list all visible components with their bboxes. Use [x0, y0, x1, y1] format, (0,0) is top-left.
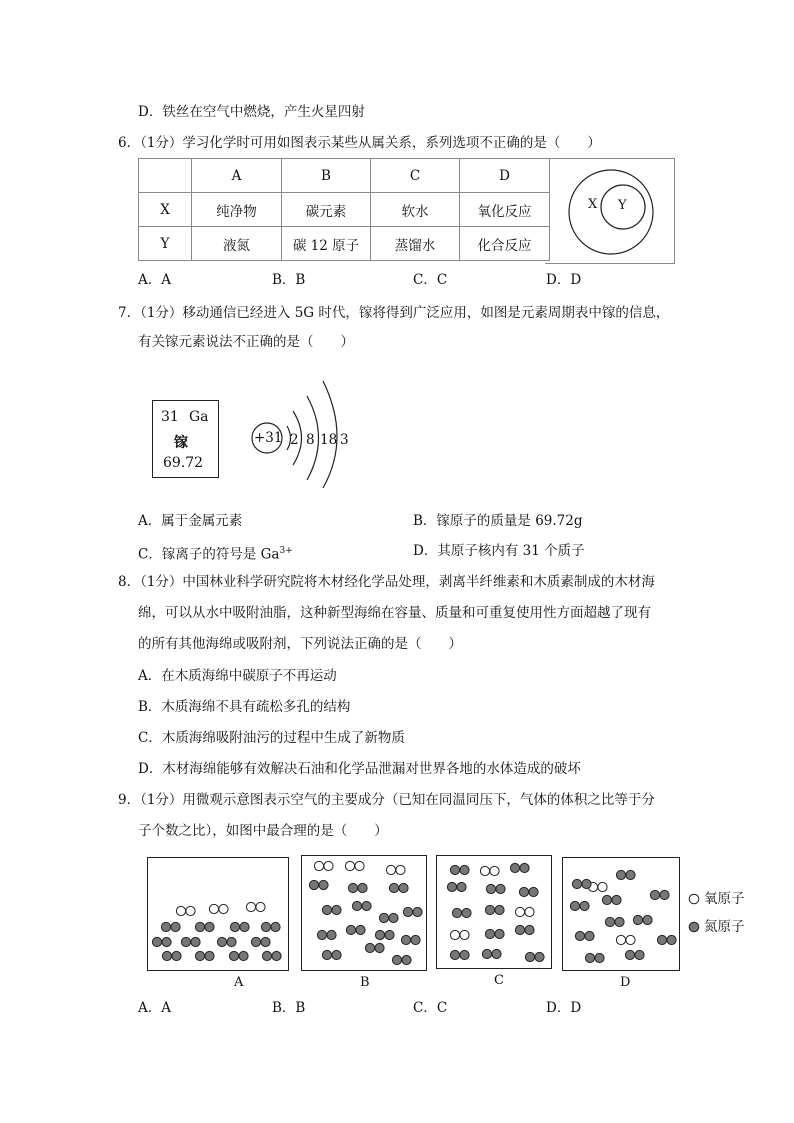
q9-stem-line2: 子个数之比），如图中最合理的是（ ）	[138, 823, 388, 839]
q6-cell: 纯净物	[192, 193, 282, 227]
q8-option-b: B．木质海绵不具有疏松多孔的结构	[138, 699, 351, 715]
q7-option-c-charge: 3+	[279, 546, 293, 556]
q6-stem: 6．（1分）学习化学时可用如图表示某些从属关系，系列选项不正确的是（ ）	[118, 135, 601, 151]
q7-option-c-text: C．镓离子的符号是 Ga	[138, 546, 280, 563]
venn-outer-circle	[569, 170, 653, 254]
venn-label-y: Y	[618, 198, 627, 213]
q6-option-c: C．C	[413, 272, 448, 288]
q6-header-cell	[139, 159, 192, 193]
legend-oxygen-icon	[688, 893, 700, 905]
q7-stem-line2: 有关镓元素说法不正确的是（ ）	[138, 334, 354, 350]
q7-option-c	[138, 542, 293, 564]
q9-option-c: C．C	[413, 1000, 448, 1016]
q8-option-d: D．木材海绵能够有效解决石油和化学品泄漏对世界各地的水体造成的破坏	[138, 761, 581, 777]
q6-option-b: B．B	[272, 272, 306, 288]
q6-cell: 液氮	[192, 227, 282, 261]
q8-stem-line3: 的所有其他海绵或吸附剂，下列说法正确的是（ ）	[138, 636, 462, 652]
q6-cell: 蒸馏水	[371, 227, 460, 261]
q6-venn-diagram	[545, 158, 675, 264]
q8-option-a: A．在木质海绵中碳原子不再运动	[138, 668, 337, 684]
legend-nitrogen-icon	[688, 921, 700, 933]
q6-cell: 碳 12 原子	[282, 227, 371, 261]
q6-cell: 软水	[371, 193, 460, 227]
element-mass: 69.72	[163, 455, 204, 471]
q9-option-b: B．B	[272, 1000, 306, 1016]
element-name: 镓	[174, 435, 188, 451]
q9-panel-label-a: A	[234, 975, 244, 990]
venn-label-x: X	[588, 197, 598, 212]
q6-option-d: D．D	[546, 272, 582, 288]
q9-panel-b	[301, 855, 427, 971]
q7-option-d: D．其原子核内有 31 个质子	[413, 543, 585, 559]
nucleus-charge: +31	[254, 430, 283, 446]
shell-electrons: 8	[306, 432, 315, 448]
q9-panel-c	[436, 855, 552, 969]
q6-cell: Y	[139, 227, 192, 261]
q9-panel-a	[147, 857, 289, 971]
q8-option-c: C．木质海绵吸附油污的过程中生成了新物质	[138, 730, 405, 746]
q9-panel-label-d: D	[620, 975, 631, 990]
element-card	[152, 400, 219, 478]
q9-panel-label-c: C	[494, 973, 504, 988]
q8-stem-line2: 绵，可以从水中吸附油脂，这种新型海绵在容量、质量和可重复使用性方面超越了现有	[138, 605, 651, 621]
q6-cell: 碳元素	[282, 193, 371, 227]
q9-option-a: A．A	[138, 1000, 171, 1016]
q6-cell: 氧化反应	[460, 193, 550, 227]
q6-table	[138, 158, 550, 261]
q6-header-cell: C	[371, 159, 460, 193]
q7-option-a: A．属于金属元素	[138, 513, 243, 529]
q6-header-cell: A	[192, 159, 282, 193]
element-symbol: Ga	[189, 409, 209, 425]
q7-option-b: B．镓原子的质量是 69.72g	[413, 513, 583, 529]
q6-header-cell: D	[460, 159, 550, 193]
q8-stem-line1: 8．（1分）中国林业科学研究院将木材经化学品处理，剥离半纤维素和木质素制成的木材海	[118, 574, 655, 590]
q6-cell: X	[139, 193, 192, 227]
q6-option-a: A．A	[138, 272, 171, 288]
element-number: 31	[161, 409, 179, 425]
q9-panel-d	[562, 857, 680, 971]
q7-stem-line1: 7．（1分）移动通信已经进入 5G 时代，镓将得到广泛应用，如图是元素周期表中镓的信息，	[118, 305, 670, 321]
q6-header-cell: B	[282, 159, 371, 193]
q9-option-d: D．D	[546, 1000, 582, 1016]
q9-stem-line1: 9．（1分）用微观示意图表示空气的主要成分（已知在同温同压下，气体的体积之比等于分	[118, 792, 655, 808]
shell-electrons: 18	[320, 432, 338, 448]
shell-electrons: 3	[340, 432, 349, 448]
shell-electrons: 2	[290, 432, 299, 448]
q6-cell: 化合反应	[460, 227, 550, 261]
legend-oxygen-label: 氧原子	[704, 891, 745, 907]
legend-nitrogen-label: 氮原子	[704, 919, 745, 935]
q9-panel-label-b: B	[360, 975, 370, 990]
q5-option-d: D．铁丝在空气中燃烧，产生火星四射	[138, 104, 365, 120]
